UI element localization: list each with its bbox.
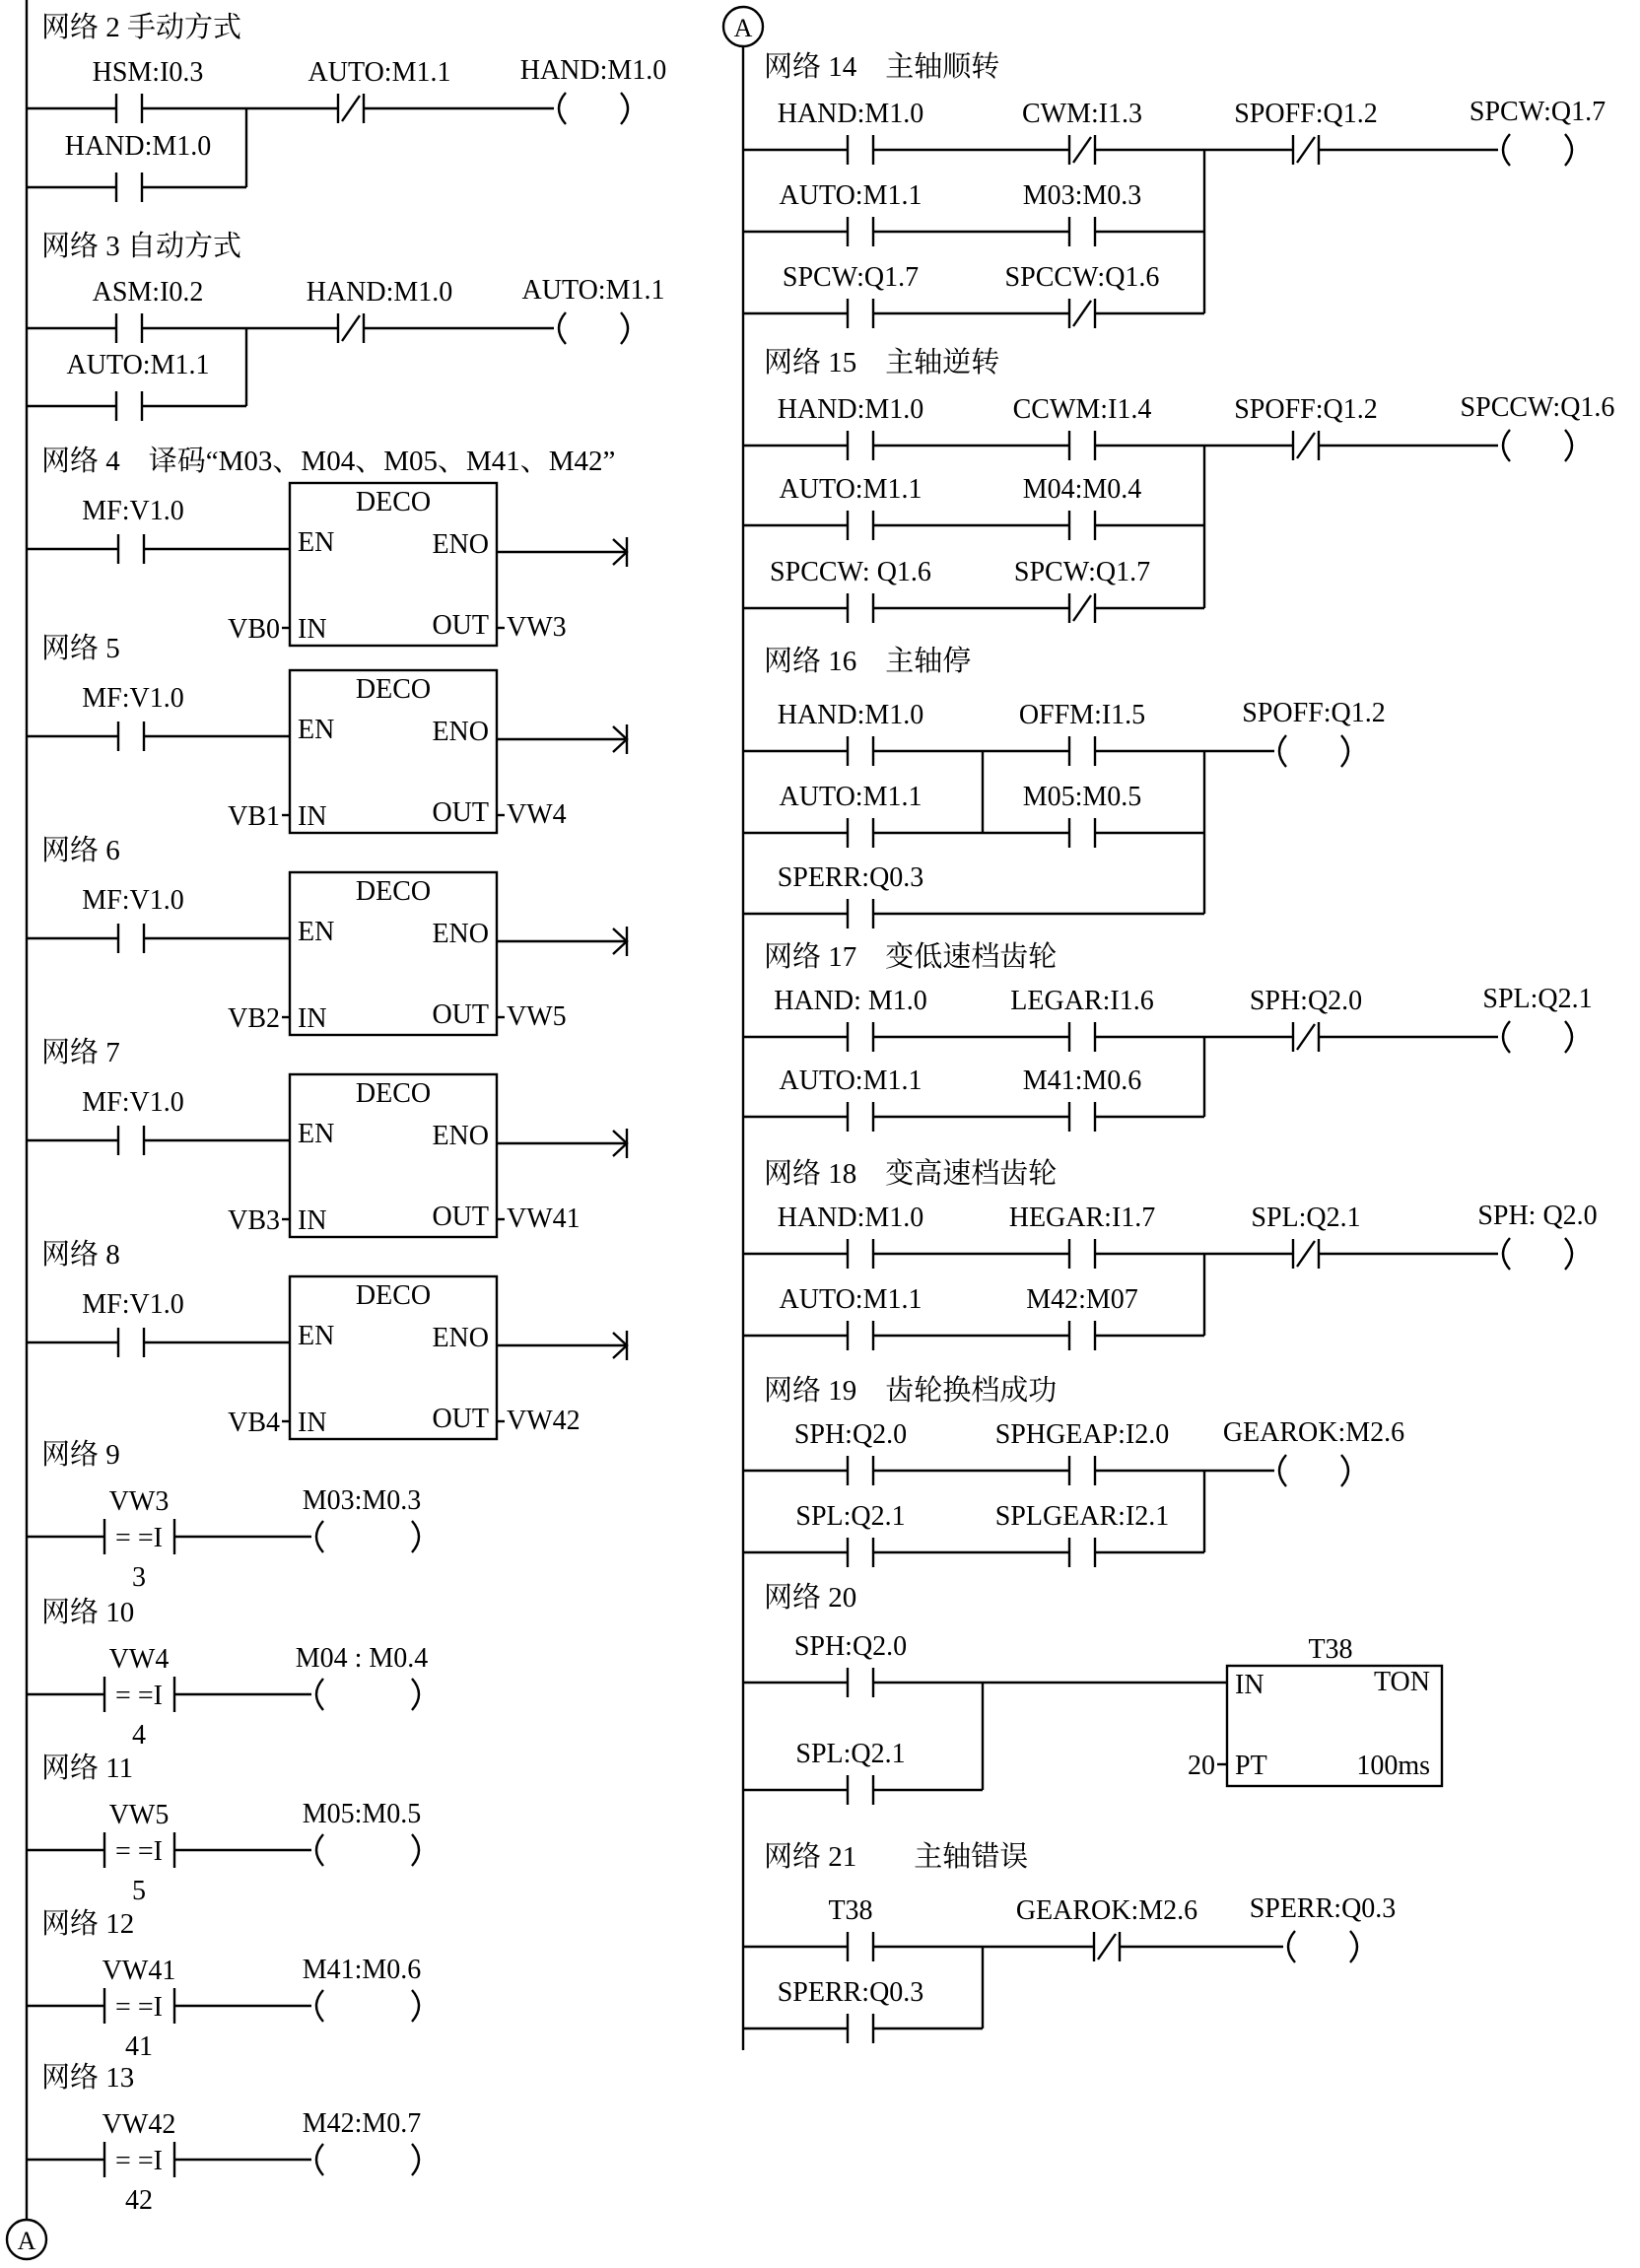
network-title: 网络 21 主轴错误 [764,1841,1029,1873]
coil-label: M04 : M0.4 [295,1643,429,1674]
coil-left-arc [316,1834,323,1866]
pin-eno: ENO [432,717,489,747]
network-11 [27,1752,421,1906]
no-contact [848,511,873,540]
network-7 [27,1036,627,1237]
no-contact [848,1668,873,1697]
network-17 [743,940,1593,1132]
pin-out: OUT [432,1202,489,1232]
pin-en: EN [298,1119,335,1149]
pin-in: IN [298,1003,327,1034]
contact-label: MF:V1.0 [82,496,184,526]
in-variable: VB0 [228,614,280,645]
contact-label: HAND:M1.0 [777,394,924,425]
no-contact [116,313,142,343]
pin-in: IN [1235,1670,1264,1700]
network-16 [743,645,1386,928]
contact-slash [1297,1024,1315,1050]
out-variable: VW42 [507,1406,581,1436]
no-contact [848,1022,873,1052]
coil-label: HAND:M1.0 [519,55,667,86]
coil-label: M03:M0.3 [302,1485,422,1516]
network-title: 网络 8 [41,1239,120,1271]
network-15 [743,346,1614,623]
network-title: 网络 10 [41,1597,135,1628]
contact-label: SPOFF:Q1.2 [1234,99,1378,129]
coil-left-arc [1503,430,1510,461]
pin-en: EN [298,917,335,947]
coil-left-arc [1503,1238,1510,1270]
network-title: 网络 16 主轴停 [764,646,972,677]
pin-in: IN [298,1408,327,1438]
no-contact [1069,736,1095,766]
no-contact [848,135,873,165]
contact-label: MF:V1.0 [82,885,184,916]
pin-out: OUT [432,1404,489,1434]
coil-left-arc [316,1990,323,2022]
coil-left-arc [316,1521,323,1552]
no-contact [848,1239,873,1269]
compare-const: 5 [132,1876,146,1906]
nc-contact [1069,135,1095,165]
no-contact [848,593,873,623]
coil-right-arc [1565,134,1572,166]
coil-right-arc [1565,430,1572,461]
network-title: 网络 3 自动方式 [41,231,242,262]
no-contact [1069,1239,1095,1269]
coil-label: M42:M0.7 [302,2108,422,2139]
pin-eno: ENO [432,1323,489,1353]
network-2 [27,11,666,202]
contact-label: AUTO:M1.1 [779,474,922,505]
contact-label: HEGAR:I1.7 [1008,1203,1156,1233]
no-contact [848,818,873,848]
contact-label: AUTO:M1.1 [779,1284,922,1315]
coil-right-arc [1341,1455,1348,1486]
pin-in: IN [298,1205,327,1236]
compare-const: 4 [132,1720,146,1751]
contact-slash [1297,1241,1315,1267]
timer-kind: TON [1373,1667,1430,1697]
network-9 [27,1438,421,1593]
network-title: 网络 13 [41,2062,135,2094]
network-title: 网络 12 [41,1908,135,1940]
no-contact [118,534,144,564]
coil-label: SPOFF:Q1.2 [1242,698,1386,728]
coil-right-arc [412,1834,419,1866]
contact-slash [1297,433,1315,458]
output-coil [1204,1417,1404,1486]
coil-left-arc [1503,134,1510,166]
pin-eno: ENO [432,529,489,560]
network-13 [27,2061,421,2216]
contact-label: ASM:I0.2 [92,277,204,308]
coil-left-arc [1279,1455,1286,1486]
network-4 [27,445,627,646]
network-title: 网络 9 [41,1439,120,1471]
no-contact [848,217,873,246]
pin-out: OUT [432,610,489,641]
compare-op: = =I [115,1992,163,2023]
preset-value: 20 [1188,1751,1215,1781]
network-title: 网络 5 [41,633,120,664]
coil-right-arc [1565,1021,1572,1053]
time-base: 100ms [1356,1751,1430,1781]
contact-label: HAND:M1.0 [777,99,924,129]
coil-label: SPH: Q2.0 [1477,1201,1598,1231]
coil-left-arc [559,312,566,344]
network-title: 网络 19 齿轮换档成功 [764,1375,1058,1407]
no-contact [118,924,144,953]
no-contact [848,1775,873,1805]
no-contact [1069,1321,1095,1350]
compare-var: VW4 [108,1644,170,1675]
network-5 [27,632,627,833]
pin-in: IN [298,801,327,832]
coil-right-arc [621,312,628,344]
coil-label: AUTO:M1.1 [521,275,665,306]
contact-label: M41:M0.6 [1022,1065,1142,1096]
contact-slash [1098,1934,1116,1959]
contact-label: CWM:I1.3 [1021,99,1143,129]
no-contact [1069,818,1095,848]
contact-label: SPHGEAP:I2.0 [994,1419,1170,1450]
compare-var: VW3 [108,1486,170,1517]
coil-right-arc [621,93,628,124]
no-contact [848,1538,873,1567]
network-14 [743,50,1606,328]
contact-label: AUTO:M1.1 [779,180,922,211]
no-contact [848,1321,873,1350]
coil-right-arc [412,1521,419,1552]
contact-label: SPCW:Q1.7 [1013,557,1151,587]
nc-contact [1293,431,1319,460]
no-contact [848,899,873,928]
contact-label: LEGAR:I1.6 [1010,986,1154,1016]
coil-left-arc [559,93,566,124]
compare-op: = =I [115,1523,163,1553]
no-contact [1069,217,1095,246]
no-contact [848,1456,873,1485]
output-coil [1204,698,1386,767]
box-title: DECO [355,487,432,517]
compare-var: VW5 [108,1800,170,1830]
nc-contact [1293,1022,1319,1052]
coil-right-arc [1350,1931,1357,1962]
nc-contact [1069,593,1095,623]
contact-label: CCWM:I1.4 [1012,394,1152,425]
no-contact [1069,511,1095,540]
box-title: DECO [355,1078,432,1109]
contact-slash [1073,137,1091,163]
contact-label: M04:M0.4 [1022,474,1142,505]
in-variable: VB1 [228,801,280,832]
coil-label: M41:M0.6 [302,1955,422,1985]
network-19 [743,1374,1404,1567]
nc-contact [1069,299,1095,328]
box-title: DECO [355,1280,432,1311]
contact-label: HAND:M1.0 [306,277,453,308]
coil-right-arc [412,1679,419,1710]
contact-label: MF:V1.0 [82,1289,184,1320]
no-contact [116,391,142,421]
compare-const: 41 [125,2031,153,2062]
contact-label: M42:M07 [1026,1284,1138,1315]
contact-label: SPOFF:Q1.2 [1234,394,1378,425]
network-title: 网络 17 变低速档齿轮 [764,941,1058,973]
no-contact [116,172,142,202]
in-variable: VB2 [228,1003,280,1034]
box-title: DECO [355,674,432,705]
timer-name: T38 [1308,1634,1353,1665]
no-contact [1069,1538,1095,1567]
contact-label: MF:V1.0 [82,683,184,714]
no-contact [848,1102,873,1132]
coil-label: SPCCW:Q1.6 [1460,392,1615,423]
connector-a-bottom-label: A [17,2227,36,2255]
no-contact [116,94,142,123]
compare-op: = =I [115,2146,163,2176]
compare-op: = =I [115,1681,163,1711]
network-title: 网络 20 [764,1582,857,1614]
in-variable: VB3 [228,1205,280,1236]
contact-slash [1297,137,1315,163]
nc-contact [1293,135,1319,165]
coil-label: SPL:Q2.1 [1482,984,1593,1014]
no-contact [118,1126,144,1155]
coil-left-arc [1288,1931,1295,1962]
pin-out: OUT [432,797,489,828]
pin-en: EN [298,1321,335,1351]
no-contact [848,736,873,766]
nc-contact [1293,1239,1319,1269]
compare-var: VW42 [102,2109,176,2140]
network-20 [743,1581,1442,1805]
contact-slash [1073,301,1091,326]
nc-contact [338,313,364,343]
contact-label: AUTO:M1.1 [779,1065,922,1096]
contact-label: GEAROK:M2.6 [1015,1895,1198,1926]
no-contact [1069,1102,1095,1132]
compare-const: 42 [125,2185,153,2216]
contact-label: SPERR:Q0.3 [777,1977,924,2008]
network-8 [27,1238,627,1439]
network-3 [27,230,664,421]
network-title: 网络 6 [41,835,120,866]
compare-var: VW41 [102,1956,176,1986]
no-contact [1069,431,1095,460]
compare-op: = =I [115,1836,163,1867]
box-title: DECO [355,876,432,907]
out-variable: VW4 [507,799,567,830]
coil-right-arc [1341,735,1348,767]
no-contact [848,1932,873,1961]
contact-label: SPH:Q2.0 [793,1419,908,1450]
compare-const: 3 [132,1562,146,1593]
contact-slash [342,96,360,121]
contact-label: AUTO:M1.1 [308,57,451,88]
no-contact [848,431,873,460]
network-18 [743,1157,1598,1350]
coil-label: GEAROK:M2.6 [1222,1417,1405,1448]
contact-label: SPLGEAR:I2.1 [994,1501,1170,1532]
contact-label: SPERR:Q0.3 [777,862,924,893]
contact-label: SPCW:Q1.7 [782,262,920,293]
contact-label: HAND:M1.0 [777,700,924,730]
out-variable: VW41 [507,1203,581,1234]
coil-label: M05:M0.5 [302,1799,422,1829]
contact-label: M03:M0.3 [1022,180,1142,211]
network-title: 网络 14 主轴顺转 [764,51,1000,83]
pin-out: OUT [432,999,489,1030]
coil-left-arc [1503,1021,1510,1053]
no-contact [848,2014,873,2043]
contact-label: SPCCW:Q1.6 [1004,262,1160,293]
contact-label: MF:V1.0 [82,1087,184,1118]
contact-label: OFFM:I1.5 [1018,700,1146,730]
coil-left-arc [1279,735,1286,767]
network-12 [27,1907,421,2062]
contact-label: SPCCW: Q1.6 [770,557,931,587]
coil-right-arc [412,2144,419,2175]
contact-label: SPL:Q2.1 [795,1501,906,1532]
network-title: 网络 11 [41,1753,134,1784]
network-title: 网络 18 变高速档齿轮 [764,1158,1058,1190]
contact-label: HAND:M1.0 [64,131,212,162]
pin-en: EN [298,715,335,745]
nc-contact [1094,1932,1120,1961]
no-contact [848,299,873,328]
coil-right-arc [1565,1238,1572,1270]
contact-label: AUTO:M1.1 [779,782,922,812]
out-variable: VW5 [507,1001,567,1032]
coil-right-arc [412,1990,419,2022]
no-contact [1069,1456,1095,1485]
pin-in: IN [298,614,327,645]
out-variable: VW3 [507,612,567,643]
no-contact [118,722,144,751]
pin-eno: ENO [432,1121,489,1151]
coil-left-arc [316,1679,323,1710]
pin-pt: PT [1235,1751,1267,1781]
contact-slash [1073,595,1091,621]
contact-label: SPL:Q2.1 [1251,1203,1361,1233]
pin-en: EN [298,527,335,558]
coil-label: SPERR:Q0.3 [1249,1893,1397,1924]
pin-eno: ENO [432,919,489,949]
contact-label: AUTO:M1.1 [66,350,210,380]
network-21 [743,1840,1396,2043]
contact-label: HSM:I0.3 [92,57,204,88]
no-contact [1069,1022,1095,1052]
in-variable: VB4 [228,1408,280,1438]
coil-left-arc [316,2144,323,2175]
no-contact [118,1328,144,1357]
contact-label: M05:M0.5 [1022,782,1142,812]
contact-label: HAND:M1.0 [777,1203,924,1233]
network-title: 网络 4 译码“M03、M04、M05、M41、M42” [41,446,616,477]
network-6 [27,834,627,1035]
coil-label: SPCW:Q1.7 [1469,97,1606,127]
network-title: 网络 7 [41,1037,120,1068]
connector-a-top-label: A [733,14,753,42]
contact-label: HAND: M1.0 [774,986,927,1016]
nc-contact [338,94,364,123]
network-title: 网络 2 手动方式 [41,12,242,43]
contact-label: SPL:Q2.1 [795,1739,906,1769]
contact-label: SPH:Q2.0 [793,1631,908,1662]
contact-label: SPH:Q2.0 [1249,986,1363,1016]
network-title: 网络 15 主轴逆转 [764,347,1000,378]
network-10 [27,1596,428,1751]
contact-slash [342,315,360,341]
contact-label: T38 [828,1895,873,1926]
